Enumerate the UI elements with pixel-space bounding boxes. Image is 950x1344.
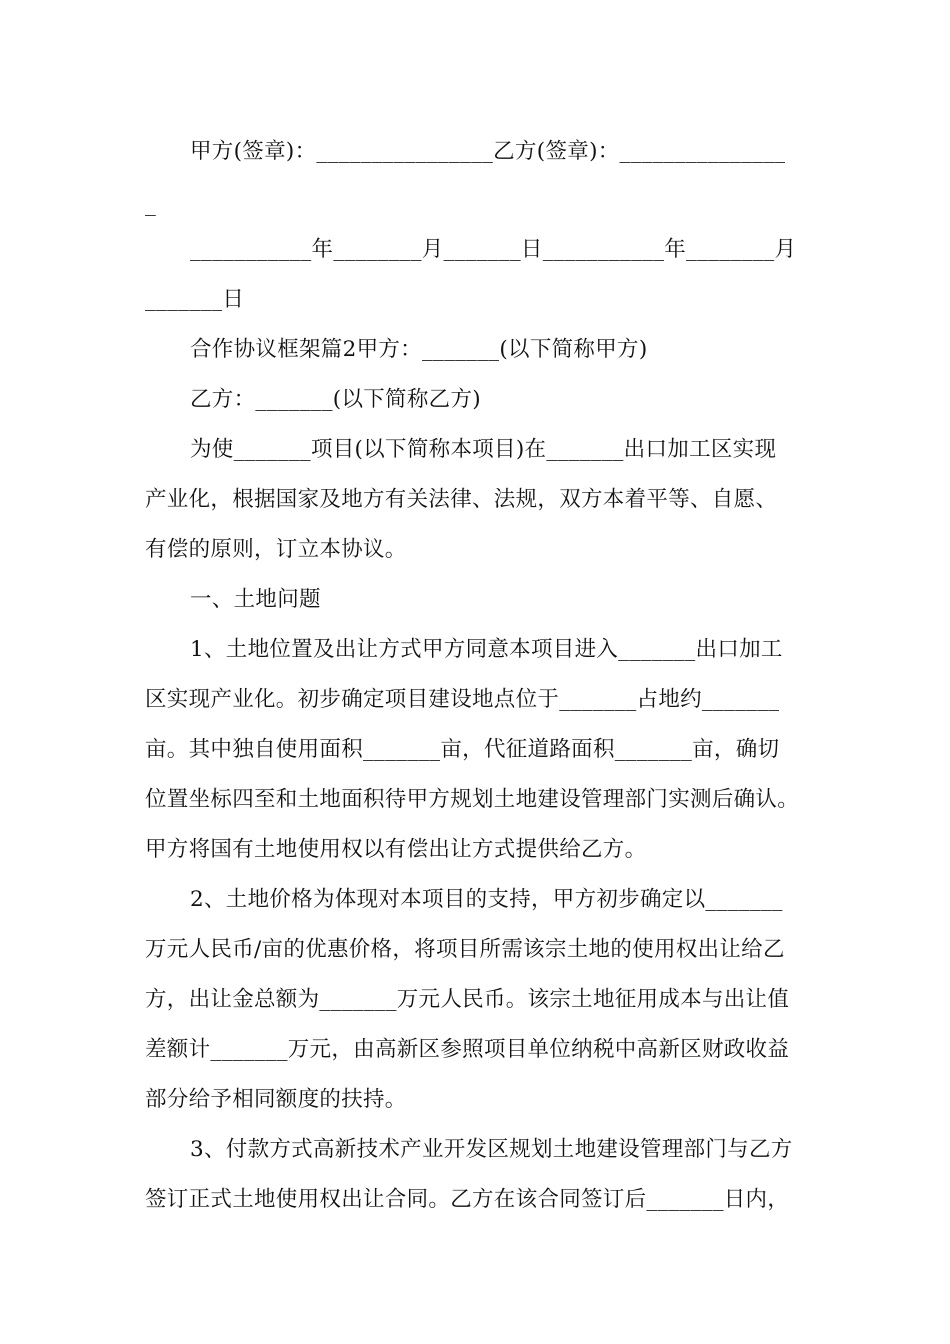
- clause-2-line: 2、土地价格为体现对本项目的支持，甲方初步确定以_______: [190, 887, 783, 912]
- clause-2-line: 万元人民币/亩的优惠价格，将项目所需该宗土地的使用权出让给乙: [145, 937, 785, 962]
- clause-1-line: 甲方将国有土地使用权以有偿出让方式提供给乙方。: [145, 837, 647, 862]
- clause-1-line: 1、土地位置及出让方式甲方同意本项目进入_______出口加工: [190, 637, 783, 662]
- clause-3-line: 签订正式土地使用权出让合同。乙方在该合同签订后_______日内，: [145, 1187, 790, 1212]
- date-line: ___________年________月_______日___________年________月: [190, 237, 797, 262]
- heading-land-issue: 一、土地问题: [190, 587, 321, 612]
- intro-paragraph-line: 产业化，根据国家及地方有关法律、法规，双方本着平等、自愿、: [145, 487, 778, 512]
- intro-paragraph-line: 为使_______项目(以下简称本项目)在_______出口加工区实现: [190, 437, 777, 462]
- clause-3-line: 3、付款方式高新技术产业开发区规划土地建设管理部门与乙方: [190, 1137, 793, 1162]
- signature-line-overflow: _: [145, 192, 157, 217]
- clause-1-line: 区实现产业化。初步确定项目建设地点位于_______占地约_______: [145, 687, 780, 712]
- clause-1-line: 位置坐标四至和土地面积待甲方规划土地建设管理部门实测后确认。: [145, 787, 800, 812]
- date-line-overflow: _______日: [145, 287, 245, 312]
- party-b-line: 乙方：_______(以下简称乙方): [190, 387, 481, 412]
- signature-line: 甲方(签章)：________________乙方(签章)：_______________: [190, 139, 786, 164]
- clause-2-line: 方，出让金总额为_______万元人民币。该宗土地征用成本与出让值: [145, 987, 790, 1012]
- intro-paragraph-line: 有偿的原则，订立本协议。: [145, 537, 407, 562]
- clause-2-line: 差额计_______万元，由高新区参照项目单位纳税中高新区财政收益: [145, 1037, 790, 1062]
- section-title-party-a: 合作协议框架篇2甲方：_______(以下简称甲方): [190, 337, 648, 362]
- clause-2-line: 部分给予相同额度的扶持。: [145, 1087, 407, 1112]
- clause-1-line: 亩。其中独自使用面积_______亩，代征道路面积_______亩，确切: [145, 737, 780, 762]
